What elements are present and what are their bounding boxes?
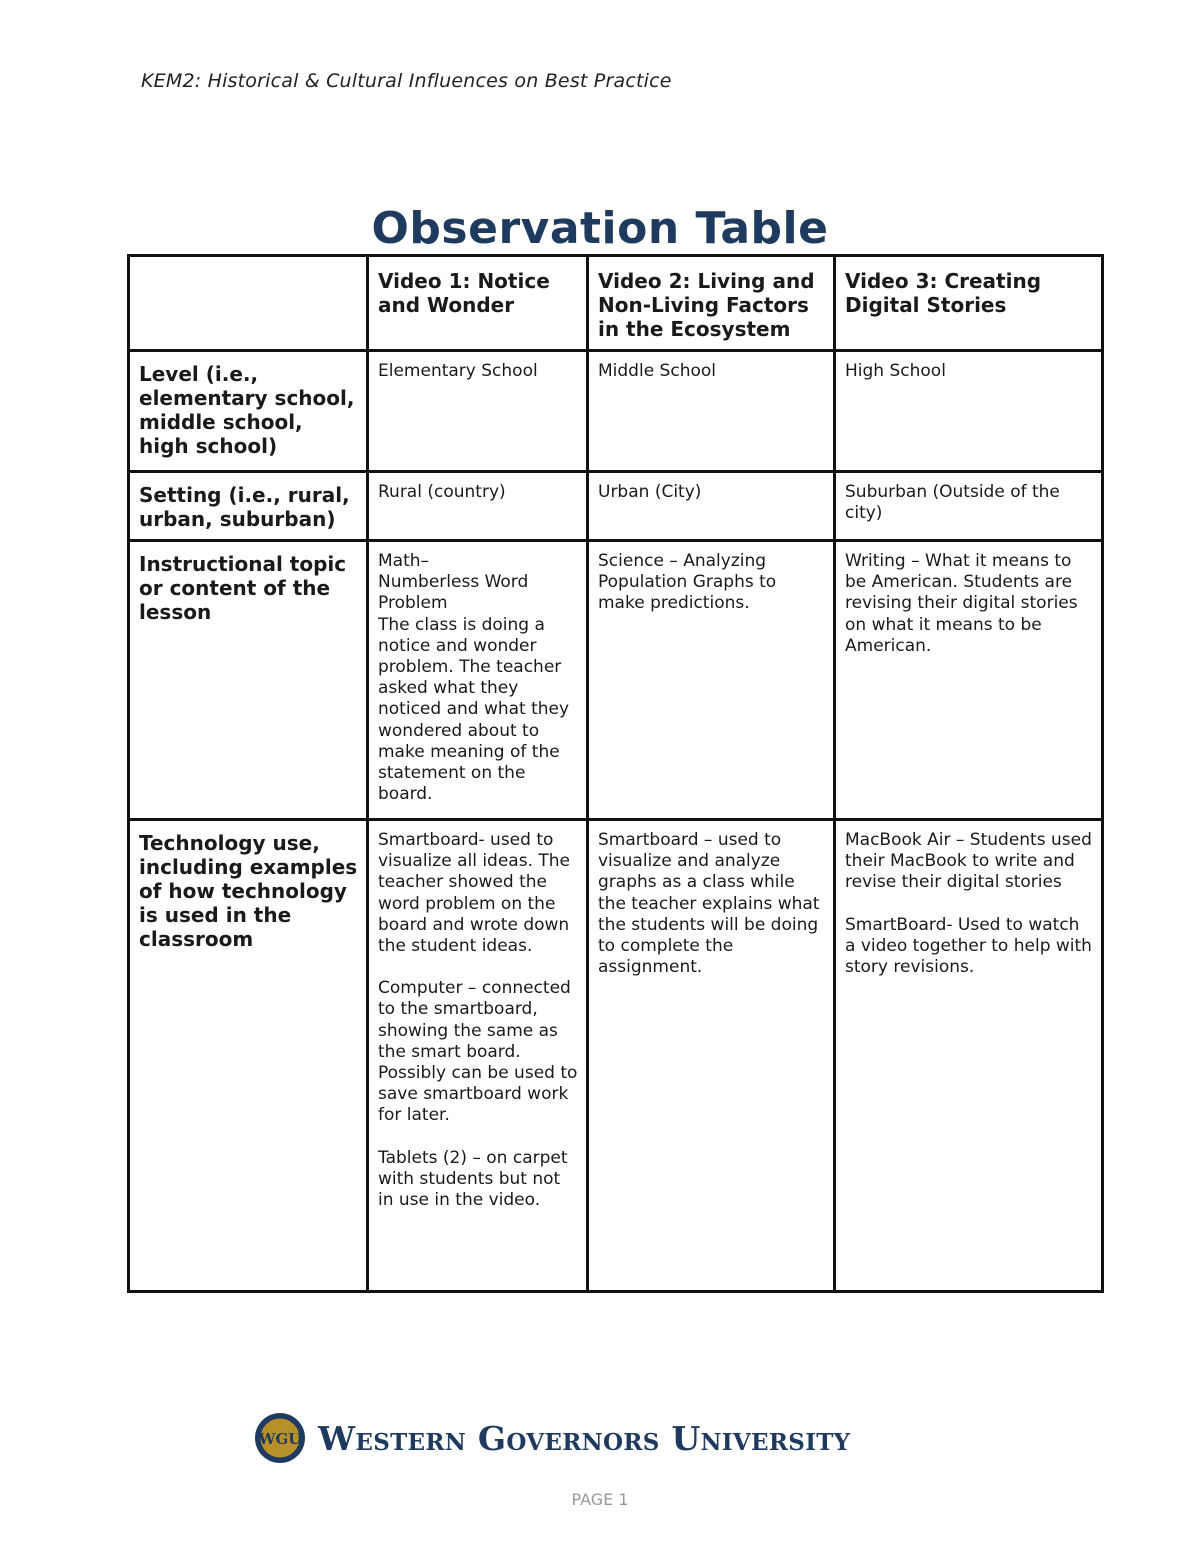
table-cell <box>835 820 1103 1292</box>
table-cell <box>368 820 588 1292</box>
table-row <box>129 541 1103 820</box>
table-cell <box>835 351 1103 472</box>
observation-table <box>127 254 1104 1293</box>
cell-text: Tablets (2) – on carpet with students but not in use in the video. <box>378 1147 573 1211</box>
row-label: Level (i.e., elementary school, middle school, high school) <box>129 351 368 472</box>
page-number: PAGE 1 <box>571 1490 629 1509</box>
university-logo <box>254 1412 850 1464</box>
cell-text: Math– Numberless Word Problem The class is doing a notice and wonder problem. The teacher asked what they noticed and what they wondered about to make meaning of the statement on the board. <box>378 551 570 805</box>
table-cell <box>835 541 1103 820</box>
table-header-cell: Video 1: Notice and Wonder <box>368 256 588 351</box>
cell-text: Computer – connected to the smartboard, showing the same as the smart board. Possibly can be used to save smartboard work for later. <box>378 978 583 1126</box>
cell-text: Science – Analyzing Population Graphs to make predictions. <box>598 551 782 614</box>
table-cell <box>368 541 588 820</box>
table-cell <box>588 472 835 541</box>
cell-text: Urban (City) <box>598 482 702 502</box>
table-cell <box>368 472 588 541</box>
table-header-cell: Video 2: Living and Non-Living Factors in the Ecosystem <box>588 256 835 351</box>
table-cell <box>588 351 835 472</box>
table-header-cell: Video 3: Creating Digital Stories <box>835 256 1103 351</box>
document-header: KEM2: Historical & Cultural Influences on Best Practice <box>141 70 672 92</box>
seal-monogram: WGU <box>258 1430 302 1448</box>
cell-text: Suburban (Outside of the city) <box>845 482 1066 524</box>
page-title: Observation Table <box>371 203 829 254</box>
table-row <box>129 472 1103 541</box>
cell-text: SmartBoard- Used to watch a video together to help with story revisions. <box>845 914 1098 978</box>
table-row <box>129 351 1103 472</box>
row-label: Setting (i.e., rural, urban, suburban) <box>129 472 368 541</box>
cell-text: Elementary School <box>378 361 538 381</box>
table-header-row <box>129 256 1103 351</box>
row-label: Technology use, including examples of how technology is used in the classroom <box>129 820 368 1292</box>
university-seal-icon <box>254 1412 306 1464</box>
table-cell <box>835 472 1103 541</box>
table-cell <box>368 351 588 472</box>
table-header-cell <box>129 256 368 351</box>
row-label: Instructional topic or content of the lesson <box>129 541 368 820</box>
cell-text: Rural (country) <box>378 482 506 502</box>
cell-text: Smartboard – used to visualize and analyze graphs as a class while the teacher explains what the students will be doing to complete the assignment. <box>598 830 825 978</box>
cell-text: Writing – What it means to be American. Students are revising their digital stories on what it means to be American. <box>845 551 1084 656</box>
table-row <box>129 820 1103 1292</box>
cell-text: Middle School <box>598 361 716 381</box>
table-cell <box>588 820 835 1292</box>
table-cell <box>588 541 835 820</box>
cell-text: MacBook Air – Students used their MacBook to write and revise their digital stories <box>845 830 1098 893</box>
cell-text: High School <box>845 361 946 381</box>
cell-text: Smartboard- used to visualize all ideas. The teacher showed the word problem on the board and wrote down the student ideas. <box>378 830 576 957</box>
university-wordmark: Western Governors University <box>318 1418 851 1458</box>
